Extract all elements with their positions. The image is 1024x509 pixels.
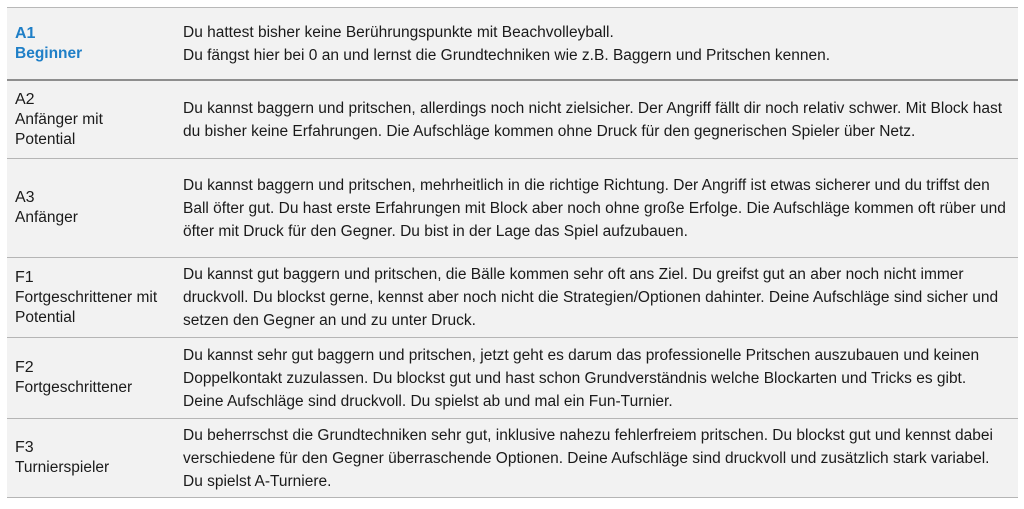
description-text: Du kannst gut baggern und pritschen, die Bälle kommen sehr oft ans Ziel. Du greifst gut an aber noch nicht immer druckvoll. Du blockst gerne, kennst aber noch nicht die Strategien/Optionen dahinter. Deine Aufschläge sind sicher und setzen den Gegner an und zu unter Druck. [183,266,999,329]
level-cell [7,338,183,418]
level-cell [7,159,183,257]
level-code: A1 [15,24,36,42]
level-description [183,419,1018,497]
level-name: Anfänger [15,209,78,226]
description-text: Du beherrschst die Grundtechniken sehr gut, inklusive nahezu fehlerfreiem pritschen. Du blockst gut und kennst dabei verschiedene für den Gegner überraschende Optionen. Deine Aufschläge sind druckvoll und zusätzlich stark variabel. Du spielst A-Turniere. [183,426,993,490]
table-row-a1 [7,8,1018,81]
level-cell [7,258,183,337]
level-description [183,159,1018,257]
level-table [7,7,1018,498]
level-cell [7,81,183,158]
level-code: A3 [15,189,35,206]
description-text: Du kannst sehr gut baggern und pritschen, jetzt geht es darum das professionelle Pritschen auszubauen und keinen Doppelkontakt zuzulassen. Du blockst gut und hast schon Grundverständnis welche Blockarten und Tricks es gibt. Deine Aufschläge sind druckvoll. Du spielst ab und mal ein Fun-Turnier. [183,346,980,410]
level-name: Fortgeschrittener mit Potential [15,288,158,326]
level-cell [7,419,183,497]
table-row-f3 [7,419,1018,498]
level-name: Anfänger mit Potential [15,110,103,148]
level-code: A2 [15,90,35,108]
level-name: Turnierspieler [15,459,110,476]
level-description [183,81,1018,158]
level-code: F2 [15,359,34,376]
description-line: Du hattest bisher keine Berührungspunkte mit Beachvolleyball. [183,23,614,41]
level-description [183,338,1018,418]
table-row-a2 [7,81,1018,159]
level-name: Fortgeschrittener [15,379,133,396]
description-text: Du kannst baggern und pritschen, mehrheitlich in die richtige Richtung. Der Angriff ist etwas sicherer und du triffst den Ball öfter gut. Du hast erste Erfahrungen mit Block aber noch ohne große Erfolge. Die Aufschläge kommen oft rüber und öfter mit Druck für den Gegner. Du bist in der Lage das Spiel aufzubauen. [183,176,1006,240]
description-text: Du kannst baggern und pritschen, allerdings noch nicht zielsicher. Der Angriff fällt dir noch relativ schwer. Mit Block hast du bisher keine Erfahrungen. Die Aufschläge kommen ohne Druck für den gegnerischen Spieler über Netz. [183,99,1003,140]
table-row-a3 [7,159,1018,258]
description-line: Du fängst hier bei 0 an und lernst die Grundtechniken wie z.B. Baggern und Pritschen kennen. [183,46,831,64]
level-name: Beginner [15,44,83,62]
level-code: F3 [15,439,34,456]
level-code: F1 [15,268,34,286]
level-description [183,258,1018,337]
level-description [183,8,1018,79]
table-row-f2 [7,338,1018,419]
table-row-f1 [7,258,1018,338]
level-cell [7,8,183,79]
